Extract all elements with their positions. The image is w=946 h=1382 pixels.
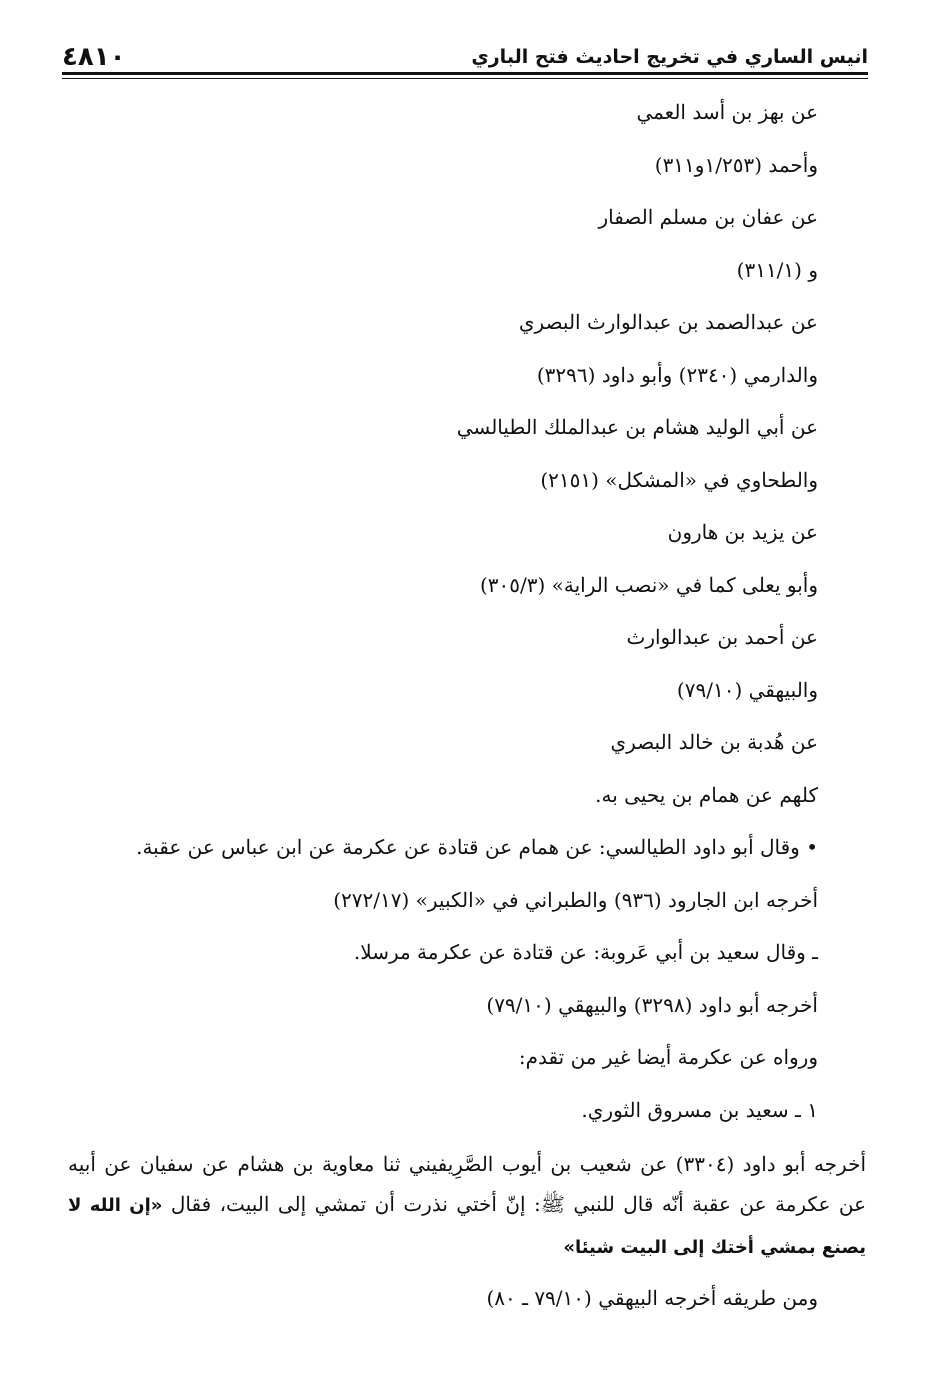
text-line: عن عبدالصمد بن عبدالوارث البصري (518, 310, 818, 334)
text-line: عن أحمد بن عبدالوارث (626, 625, 818, 649)
text-line: ورواه عن عكرمة أيضا غير من تقدم: (518, 1045, 818, 1069)
text-line: والبيهقي (٧٩/١٠) (676, 677, 818, 702)
text-line: والدارمي (٢٣٤٠) وأبو داود (٣٢٩٦) (536, 362, 818, 387)
text-line: عن يزيد بن هارون (667, 520, 818, 544)
prophetic-quote: «إن الله لا يصنع بمشي أختك إلى البيت شيئا» (68, 1195, 866, 1258)
page-number: ٤٨١٠ (62, 42, 126, 72)
text-line: أخرجه أبو داود (٣٢٩٨) والبيهقي (٧٩/١٠) (486, 992, 818, 1017)
text-line: كلهم عن همام بن يحيى به. (595, 782, 818, 807)
text-line: عن بهز بن أسد العمي (636, 100, 818, 124)
text-line: • وقال أبو داود الطيالسي: عن همام عن قتادة عن عكرمة عن ابن عباس عن عقبة. (136, 835, 818, 859)
text-line: عن أبي الوليد هشام بن عبدالملك الطيالسي (456, 415, 818, 439)
hadith-paragraph (68, 1136, 866, 1272)
text-line: أخرجه ابن الجارود (٩٣٦) والطبراني في «الكبير» (٢٧٢/١٧) (333, 887, 818, 912)
text-line: عن عفان بن مسلم الصفار (598, 205, 818, 229)
running-title: انيس الساري في تخريج احاديث فتح الباري (471, 46, 868, 68)
text-line: ١ ـ سعيد بن مسروق الثوري. (581, 1097, 818, 1122)
header-rule-thick (62, 72, 868, 75)
text-line: ـ وقال سعيد بن أبي عَروبة: عن قتادة عن عكرمة مرسلا. (353, 940, 818, 964)
body-text (68, 86, 866, 1324)
text-line: ومن طريقه أخرجه البيهقي (٧٩/١٠ ـ ٨٠) (486, 1286, 818, 1310)
text-line: والطحاوي في «المشكل» (٢١٥١) (540, 467, 818, 492)
paragraph-text: أخرجه أبو داود (٣٣٠٤) عن شعيب بن أيوب الصَّرِيفيني ثنا معاوية بن هشام عن سفيان عن أبيه عن عكرمة عن عقبة أنّه قال للنبي ﷺ: إنّ أختي نذرت أن تمشي إلى البيت، فقال (68, 1152, 866, 1216)
text-line: وأحمد (١/٢٥٣و٣١١) (654, 152, 818, 177)
text-line: و (٣١١/١) (736, 257, 818, 282)
text-line: عن هُدبة بن خالد البصري (610, 730, 818, 754)
header-rule-thin (62, 78, 868, 79)
text-line: وأبو يعلى كما في «نصب الراية» (٣٠٥/٣) (479, 572, 818, 597)
page-header (62, 30, 868, 72)
